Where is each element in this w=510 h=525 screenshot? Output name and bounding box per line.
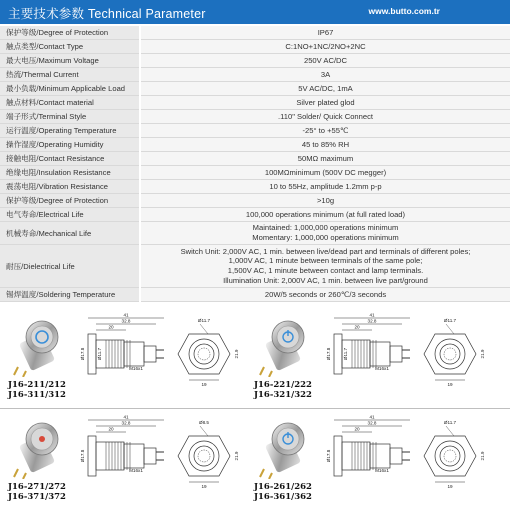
front-outer-ring [435,441,465,471]
spec-value: 3A [140,68,510,82]
dimension-drawing [322,414,492,494]
terminal-block [144,448,156,464]
dim-top-diameter: Ø11.7 [197,318,211,323]
dim-hex: 21.9 [234,451,239,461]
spec-label: 保护等级/Degree of Protection [0,26,140,40]
spec-row [0,54,510,68]
front-indicator [444,450,456,462]
spec-label: 机械寿命/Mechanical Life [0,222,140,245]
spec-label: 电气寿命/Electrical Life [0,208,140,222]
dim-top-diameter: Ø11.7 [443,420,457,425]
dim-body: 32.8 [121,318,131,324]
spec-label: 端子形式/Terminal Style [0,110,140,124]
dimension-drawing [322,312,492,392]
spec-row [0,110,510,124]
body-front [96,442,124,470]
hex-nut [424,436,476,476]
front-button [194,446,214,466]
spec-label: 耐压/Dielectrical Life [0,245,140,288]
leader-line [446,324,454,334]
dim-body: 32.8 [367,420,377,426]
dim-body: 32.8 [367,318,377,324]
spec-label: 最大电压/Maximum Voltage [0,54,140,68]
spec-row [0,288,510,302]
spec-label: 操作湿度/Operating Humidity [0,138,140,152]
spec-row [0,208,510,222]
dim-top-diameter: Ø8.5 [199,420,209,425]
head-flange [334,334,342,374]
dim-body: 32.8 [121,420,131,426]
dim-hex-flat: 19 [447,382,453,387]
spec-row [0,96,510,110]
dim-length: 41 [369,312,375,318]
spec-row [0,82,510,96]
front-button [194,344,214,364]
spec-row [0,245,510,288]
product-card [0,312,250,407]
body-front [342,442,370,470]
front-indicator [444,348,456,360]
leader-line [446,426,454,436]
spec-value: 20W/5 seconds or 260℃/3 seconds [140,288,510,302]
front-button [440,344,460,364]
hex-nut [424,334,476,374]
spec-label: 触点材料/Contact material [0,96,140,110]
dim-head-diameter: Ø17.8 [326,449,331,463]
spec-value: IP67 [140,26,510,40]
dim-hex-flat: 19 [201,484,207,489]
dim-head-diameter: Ø17.8 [326,347,331,361]
spec-label: 运行温度/Operating Temperature [0,124,140,138]
spec-value: .110" Solder/ Quick Connect [140,110,510,124]
terminal-block [390,448,402,464]
spec-value: Maintained: 1,000,000 operations minimum Momentary: 1,000,000 operations minimum [140,222,510,245]
product-photo [4,417,66,479]
spec-row [0,26,510,40]
dimension-drawing [76,312,246,392]
dim-thread: M16x1 [375,366,389,371]
dim-front: 20 [354,426,360,432]
spec-row [0,222,510,245]
spec-row [0,68,510,82]
head-flange [88,334,96,374]
model-numbers: J16-211/212 J16-311/312 [8,380,66,400]
head-flange [334,436,342,476]
dim-top-diameter: Ø11.7 [443,318,457,323]
hex-nut [178,334,230,374]
dim-hex-flat: 19 [201,382,207,387]
product-card [246,414,496,509]
dim-hex: 21.9 [480,349,485,359]
spec-table [0,26,510,302]
front-outer-ring [189,339,219,369]
dim-thread: M16x1 [129,366,143,371]
spec-value: 45 to 85% RH [140,138,510,152]
website-url: www.butto.com.tr [368,6,440,16]
dim-thread: M16x1 [375,468,389,473]
spec-value: C:1NO+1NC/2NO+2NC [140,40,510,54]
spec-value: 50MΩ maximum [140,152,510,166]
product-card [246,312,496,407]
spec-row [0,152,510,166]
dim-body-diameter: Ø11.7 [97,347,102,361]
model-numbers: J16-261/262 J16-361/362 [254,482,312,502]
spec-value: 100MΩminimum (500V DC megger) [140,166,510,180]
front-outer-ring [435,339,465,369]
button-face [277,428,299,450]
product-photo [250,417,312,479]
dim-hex: 21.9 [480,451,485,461]
terminal-block [390,346,402,362]
spec-value: Silver plated glod [140,96,510,110]
dim-front: 20 [108,324,114,330]
spec-row [0,180,510,194]
section-title: 主要技术参数 Technical Parameter [8,7,206,21]
dim-head-diameter: Ø17.8 [80,347,85,361]
spec-value: -25° to +55℃ [140,124,510,138]
spec-row [0,40,510,54]
terminal-block [144,346,156,362]
spec-row [0,194,510,208]
spec-label: 锡焊温度/Soldering Temperature [0,288,140,302]
dim-hex-flat: 19 [447,484,453,489]
model-numbers: J16-221/222 J16-321/322 [254,380,312,400]
dim-length: 41 [123,414,129,420]
spec-label: 热流/Thermal Current [0,68,140,82]
spec-label: 震荡电阻/Vibration Resistance [0,180,140,194]
led-dot [39,436,45,442]
spec-value: >10g [140,194,510,208]
hex-nut [178,436,230,476]
spec-value: Switch Unit: 2,000V AC, 1 min. between live/dead part and terminals of different poles; 1,000V AC, 1 minute between terminals of the same pole; 1,500V AC, 1 minute between contact and lamp terminals. Illumination Unit: 2,000V AC, 1 min. between live part/ground [140,245,510,288]
dim-thread: M16x1 [129,468,143,473]
spec-value: 100,000 operations minimum (at full rated load) [140,208,510,222]
dim-front: 20 [354,324,360,330]
spec-value: 10 to 55Hz, amplitude 1.2mm p-p [140,180,510,194]
spec-label: 绝缘电阻/Insulation Resistance [0,166,140,180]
spec-label: 接触电阻/Contact Resistance [0,152,140,166]
spec-row [0,166,510,180]
front-indicator [198,348,210,360]
product-photo [250,315,312,377]
front-indicator [198,450,210,462]
spec-label: 保护等级/Degree of Protection [0,194,140,208]
front-outer-ring [189,441,219,471]
dim-hex: 21.9 [234,349,239,359]
spec-row [0,138,510,152]
dim-body-diameter: Ø11.7 [343,347,348,361]
leader-line [200,324,208,334]
product-photo [4,315,66,377]
dim-front: 20 [108,426,114,432]
front-button [440,446,460,466]
spec-row [0,124,510,138]
section-header [0,0,510,24]
dim-length: 41 [369,414,375,420]
dim-head-diameter: Ø17.8 [80,449,85,463]
spec-label: 触点类型/Contact Type [0,40,140,54]
product-card [0,414,250,509]
model-numbers: J16-271/272 J16-371/372 [8,482,66,502]
head-flange [88,436,96,476]
button-face [31,326,53,348]
button-face [277,326,299,348]
leader-line [200,426,208,436]
spec-value: 250V AC/DC [140,54,510,68]
spec-label: 最小负载/Minimum Applicable Load [0,82,140,96]
spec-value: 5V AC/DC, 1mA [140,82,510,96]
dim-length: 41 [123,312,129,318]
dimension-drawing [76,414,246,494]
product-divider [0,408,510,409]
